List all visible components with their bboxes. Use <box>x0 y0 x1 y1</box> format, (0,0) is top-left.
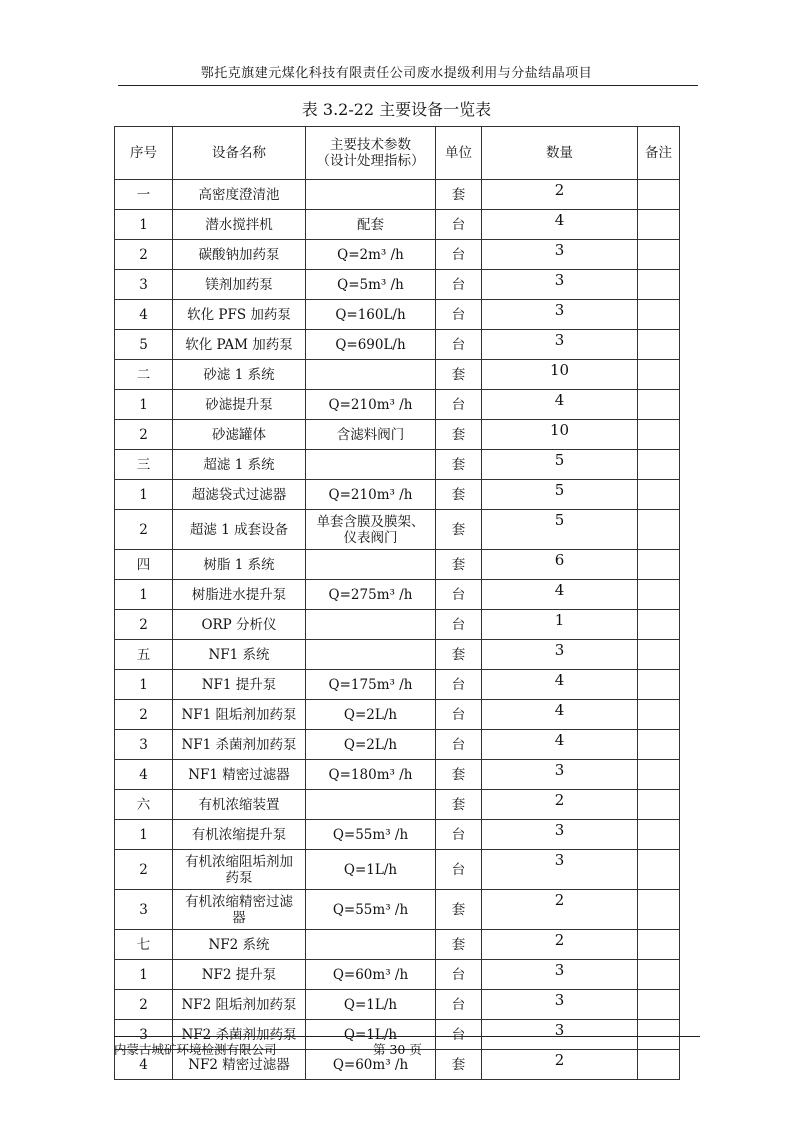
table-row <box>115 960 680 990</box>
table-row <box>115 820 680 850</box>
cell-note <box>638 670 680 700</box>
cell-seq: 三 <box>115 450 173 480</box>
cell-note <box>638 450 680 480</box>
cell-unit: 台 <box>436 580 482 610</box>
col-header-params: 主要技术参数 （设计处理指标） <box>306 127 436 180</box>
table-row <box>115 550 680 580</box>
cell-qty: 3 <box>482 850 638 890</box>
cell-note <box>638 510 680 550</box>
cell-qty: 10 <box>482 420 638 450</box>
cell-note <box>638 790 680 820</box>
cell-unit: 台 <box>436 850 482 890</box>
cell-note <box>638 240 680 270</box>
cell-name: NF1 系统 <box>173 640 306 670</box>
cell-note <box>638 820 680 850</box>
cell-note <box>638 330 680 360</box>
cell-params <box>306 450 436 480</box>
cell-note <box>638 640 680 670</box>
cell-name: 超滤袋式过滤器 <box>173 480 306 510</box>
cell-seq: 六 <box>115 790 173 820</box>
header-divider <box>118 85 698 86</box>
cell-seq: 3 <box>115 730 173 760</box>
cell-unit: 台 <box>436 820 482 850</box>
cell-params: Q=60m³ /h <box>306 1050 436 1080</box>
cell-unit: 台 <box>436 610 482 640</box>
cell-qty: 3 <box>482 990 638 1020</box>
cell-name: 软化 PAM 加药泵 <box>173 330 306 360</box>
cell-name: NF2 阻垢剂加药泵 <box>173 990 306 1020</box>
table-row <box>115 790 680 820</box>
cell-qty: 3 <box>482 270 638 300</box>
cell-seq: 2 <box>115 240 173 270</box>
cell-unit: 套 <box>436 450 482 480</box>
cell-note <box>638 700 680 730</box>
cell-qty: 2 <box>482 790 638 820</box>
cell-qty: 1 <box>482 610 638 640</box>
cell-params: Q=690L/h <box>306 330 436 360</box>
cell-note <box>638 1050 680 1080</box>
cell-seq: 3 <box>115 270 173 300</box>
table-row <box>115 270 680 300</box>
cell-seq: 2 <box>115 420 173 450</box>
cell-note <box>638 1020 680 1050</box>
cell-note <box>638 270 680 300</box>
cell-params: Q=1L/h <box>306 1020 436 1050</box>
cell-name: NF2 精密过滤器 <box>173 1050 306 1080</box>
cell-qty: 3 <box>482 240 638 270</box>
cell-seq: 二 <box>115 360 173 390</box>
cell-unit: 台 <box>436 670 482 700</box>
cell-unit: 套 <box>436 360 482 390</box>
table-row <box>115 890 680 930</box>
cell-qty: 3 <box>482 300 638 330</box>
cell-unit: 台 <box>436 1020 482 1050</box>
table-row <box>115 760 680 790</box>
cell-name: NF1 阻垢剂加药泵 <box>173 700 306 730</box>
cell-seq: 1 <box>115 210 173 240</box>
table-row <box>115 990 680 1020</box>
table-row <box>115 480 680 510</box>
cell-note <box>638 360 680 390</box>
cell-qty: 4 <box>482 730 638 760</box>
cell-seq: 四 <box>115 550 173 580</box>
table-title: 表 3.2-22 主要设备一览表 <box>301 100 492 119</box>
cell-name: NF1 精密过滤器 <box>173 760 306 790</box>
cell-unit: 套 <box>436 930 482 960</box>
cell-unit: 套 <box>436 760 482 790</box>
table-row <box>115 390 680 420</box>
cell-seq: 2 <box>115 610 173 640</box>
cell-seq: 2 <box>115 850 173 890</box>
cell-unit: 台 <box>436 300 482 330</box>
running-header: 鄂托克旗建元煤化科技有限责任公司废水提级利用与分盐结晶项目 <box>200 66 593 81</box>
cell-params: Q=160L/h <box>306 300 436 330</box>
cell-note <box>638 890 680 930</box>
cell-seq: 4 <box>115 300 173 330</box>
cell-params: Q=210m³ /h <box>306 390 436 420</box>
equipment-table <box>114 126 680 1080</box>
cell-name: 超滤 1 系统 <box>173 450 306 480</box>
cell-params: 含滤料阀门 <box>306 420 436 450</box>
cell-name: 树脂进水提升泵 <box>173 580 306 610</box>
cell-note <box>638 730 680 760</box>
col-header-seq: 序号 <box>115 127 173 180</box>
cell-params: Q=210m³ /h <box>306 480 436 510</box>
cell-qty: 5 <box>482 450 638 480</box>
cell-seq: 2 <box>115 990 173 1020</box>
table-row <box>115 420 680 450</box>
cell-params: Q=1L/h <box>306 850 436 890</box>
cell-unit: 台 <box>436 210 482 240</box>
cell-note <box>638 300 680 330</box>
cell-seq: 1 <box>115 960 173 990</box>
cell-params <box>306 790 436 820</box>
cell-unit: 台 <box>436 960 482 990</box>
cell-qty: 10 <box>482 360 638 390</box>
cell-qty: 5 <box>482 510 638 550</box>
cell-name: 砂滤提升泵 <box>173 390 306 420</box>
cell-params: Q=275m³ /h <box>306 580 436 610</box>
table-row <box>115 700 680 730</box>
cell-name: 有机浓缩装置 <box>173 790 306 820</box>
cell-note <box>638 580 680 610</box>
cell-params <box>306 550 436 580</box>
cell-note <box>638 990 680 1020</box>
cell-name: 有机浓缩提升泵 <box>173 820 306 850</box>
cell-params: Q=60m³ /h <box>306 960 436 990</box>
table-row <box>115 210 680 240</box>
col-header-name: 设备名称 <box>173 127 306 180</box>
cell-params: Q=55m³ /h <box>306 820 436 850</box>
cell-seq: 七 <box>115 930 173 960</box>
cell-seq: 5 <box>115 330 173 360</box>
cell-unit: 台 <box>436 730 482 760</box>
cell-qty: 2 <box>482 930 638 960</box>
cell-name: 有机浓缩阻垢剂加 药泵 <box>173 850 306 890</box>
cell-qty: 3 <box>482 330 638 360</box>
cell-qty: 3 <box>482 760 638 790</box>
cell-note <box>638 390 680 420</box>
cell-note <box>638 610 680 640</box>
cell-seq: 4 <box>115 760 173 790</box>
table-row <box>115 180 680 210</box>
table-row <box>115 300 680 330</box>
table-body <box>115 180 680 1080</box>
cell-unit: 套 <box>436 640 482 670</box>
col-header-note: 备注 <box>638 127 680 180</box>
cell-params <box>306 640 436 670</box>
cell-qty: 3 <box>482 1020 638 1050</box>
cell-name: 潜水搅拌机 <box>173 210 306 240</box>
cell-seq: 一 <box>115 180 173 210</box>
cell-seq: 1 <box>115 580 173 610</box>
cell-qty: 4 <box>482 390 638 420</box>
cell-unit: 套 <box>436 480 482 510</box>
cell-name: 树脂 1 系统 <box>173 550 306 580</box>
cell-params: Q=180m³ /h <box>306 760 436 790</box>
cell-seq: 1 <box>115 820 173 850</box>
cell-qty: 5 <box>482 480 638 510</box>
cell-qty: 4 <box>482 700 638 730</box>
cell-unit: 台 <box>436 240 482 270</box>
cell-note <box>638 930 680 960</box>
cell-note <box>638 550 680 580</box>
cell-params <box>306 180 436 210</box>
cell-params: Q=55m³ /h <box>306 890 436 930</box>
table-row <box>115 450 680 480</box>
cell-seq: 1 <box>115 670 173 700</box>
cell-seq: 3 <box>115 890 173 930</box>
cell-qty: 4 <box>482 580 638 610</box>
cell-name: NF2 提升泵 <box>173 960 306 990</box>
cell-note <box>638 210 680 240</box>
cell-seq: 1 <box>115 390 173 420</box>
page-number: 第 30 页 <box>373 1042 422 1057</box>
cell-note <box>638 180 680 210</box>
cell-unit: 套 <box>436 510 482 550</box>
cell-unit: 套 <box>436 180 482 210</box>
table-row <box>115 580 680 610</box>
cell-params: Q=5m³ /h <box>306 270 436 300</box>
table-header-row <box>115 127 680 180</box>
cell-note <box>638 960 680 990</box>
cell-qty: 2 <box>482 180 638 210</box>
cell-params <box>306 360 436 390</box>
cell-seq: 3 <box>115 1020 173 1050</box>
cell-name: NF1 提升泵 <box>173 670 306 700</box>
cell-name: 砂滤 1 系统 <box>173 360 306 390</box>
cell-unit: 套 <box>436 890 482 930</box>
cell-unit: 台 <box>436 700 482 730</box>
cell-seq: 2 <box>115 510 173 550</box>
cell-name: 砂滤罐体 <box>173 420 306 450</box>
cell-params: Q=2L/h <box>306 730 436 760</box>
table-row <box>115 640 680 670</box>
table-row <box>115 670 680 700</box>
cell-note <box>638 850 680 890</box>
table-row <box>115 610 680 640</box>
cell-qty: 6 <box>482 550 638 580</box>
cell-name: 有机浓缩精密过滤 器 <box>173 890 306 930</box>
table-row <box>115 330 680 360</box>
table-row <box>115 240 680 270</box>
cell-unit: 台 <box>436 390 482 420</box>
table-row <box>115 360 680 390</box>
cell-name: NF1 杀菌剂加药泵 <box>173 730 306 760</box>
table-row <box>115 850 680 890</box>
cell-unit: 套 <box>436 1050 482 1080</box>
cell-qty: 2 <box>482 890 638 930</box>
table-row <box>115 510 680 550</box>
footer-company: 内蒙古城矿环境检测有限公司 <box>114 1042 277 1057</box>
cell-params: Q=1L/h <box>306 990 436 1020</box>
cell-qty: 3 <box>482 960 638 990</box>
cell-note <box>638 760 680 790</box>
cell-name: 碳酸钠加药泵 <box>173 240 306 270</box>
cell-params <box>306 610 436 640</box>
cell-qty: 3 <box>482 820 638 850</box>
cell-seq: 五 <box>115 640 173 670</box>
cell-params: Q=2m³ /h <box>306 240 436 270</box>
cell-unit: 台 <box>436 270 482 300</box>
cell-params: 单套含膜及膜架、 仪表阀门 <box>306 510 436 550</box>
cell-qty: 4 <box>482 210 638 240</box>
cell-name: ORP 分析仪 <box>173 610 306 640</box>
cell-note <box>638 420 680 450</box>
cell-name: 超滤 1 成套设备 <box>173 510 306 550</box>
cell-qty: 3 <box>482 640 638 670</box>
footer-divider <box>114 1036 700 1037</box>
cell-params: Q=175m³ /h <box>306 670 436 700</box>
cell-unit: 台 <box>436 330 482 360</box>
cell-qty: 2 <box>482 1050 638 1080</box>
col-header-unit: 单位 <box>436 127 482 180</box>
cell-note <box>638 480 680 510</box>
cell-name: NF2 系统 <box>173 930 306 960</box>
cell-params: 配套 <box>306 210 436 240</box>
cell-seq: 1 <box>115 480 173 510</box>
cell-unit: 台 <box>436 990 482 1020</box>
cell-unit: 套 <box>436 790 482 820</box>
cell-params <box>306 930 436 960</box>
cell-seq: 4 <box>115 1050 173 1080</box>
table-row <box>115 730 680 760</box>
cell-unit: 套 <box>436 550 482 580</box>
cell-name: 软化 PFS 加药泵 <box>173 300 306 330</box>
cell-name: NF2 杀菌剂加药泵 <box>173 1020 306 1050</box>
cell-params: Q=2L/h <box>306 700 436 730</box>
col-header-qty: 数量 <box>482 127 638 180</box>
cell-seq: 2 <box>115 700 173 730</box>
cell-name: 镁剂加药泵 <box>173 270 306 300</box>
table-row <box>115 930 680 960</box>
cell-unit: 套 <box>436 420 482 450</box>
cell-name: 高密度澄清池 <box>173 180 306 210</box>
cell-qty: 4 <box>482 670 638 700</box>
